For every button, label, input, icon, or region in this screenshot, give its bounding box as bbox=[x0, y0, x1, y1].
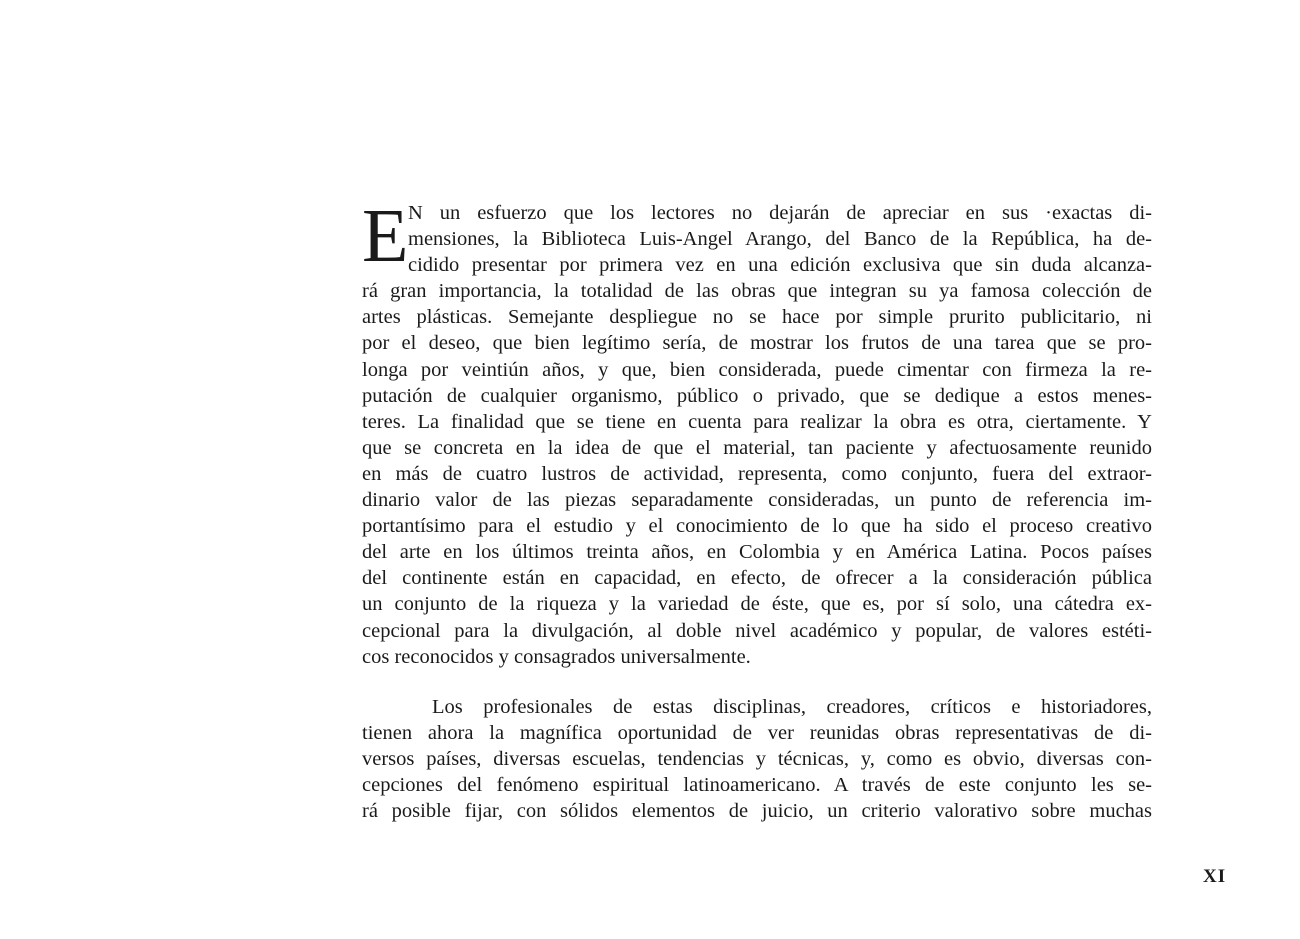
text-line: longa por veintiún años, y que, bien considerada, puede cimentar con firmeza la re- bbox=[362, 358, 1152, 381]
text-line: cepciones del fenómeno espiritual latinoamericano. A través de este conjunto les se- bbox=[362, 773, 1152, 796]
text-line: Los profesionales de estas disciplinas, creadores, críticos e historiadores, bbox=[432, 695, 1152, 718]
text-line: artes plásticas. Semejante despliegue no se hace por simple prurito publicitario, ni bbox=[362, 306, 1152, 329]
text-line: un conjunto de la riqueza y la variedad de éste, que es, por sí solo, una cátedra ex- bbox=[362, 593, 1152, 616]
text-line: cidido presentar por primera vez en una edición exclusiva que sin duda alcanza- bbox=[408, 254, 1152, 277]
page-number: XI bbox=[1203, 866, 1227, 887]
text-line: teres. La finalidad que se tiene en cuenta para realizar la obra es otra, ciertamente. Y bbox=[362, 410, 1152, 433]
text-line: putación de cualquier organismo, público o privado, que se dedique a estos menes- bbox=[362, 384, 1152, 407]
text-line: cos reconocidos y consagrados universalmente. bbox=[362, 645, 751, 668]
text-line: rá gran importancia, la totalidad de las obras que integran su ya famosa colección de bbox=[362, 280, 1152, 303]
text-line: en más de cuatro lustros de actividad, representa, como conjunto, fuera del extraor- bbox=[362, 462, 1152, 485]
drop-cap: E bbox=[362, 194, 409, 278]
text-line: del arte en los últimos treinta años, en Colombia y en América Latina. Pocos países bbox=[362, 541, 1152, 564]
text-line: cepcional para la divulgación, al doble nivel académico y popular, de valores estéti- bbox=[362, 619, 1152, 642]
text-line: rá posible fijar, con sólidos elementos de juicio, un criterio valorativo sobre muchas bbox=[362, 800, 1152, 823]
text-line: mensiones, la Biblioteca Luis-Angel Arango, del Banco de la República, ha de- bbox=[408, 228, 1152, 251]
text-line: N un esfuerzo que los lectores no dejarán de apreciar en sus ·exactas di- bbox=[408, 202, 1152, 224]
text-line: del continente están en capacidad, en efecto, de ofrecer a la consideración pública bbox=[362, 567, 1152, 590]
text-line: dinario valor de las piezas separadamente consideradas, un punto de referencia im- bbox=[362, 489, 1152, 512]
paragraph-1 bbox=[362, 194, 1152, 670]
text-line: portantísimo para el estudio y el conocimiento de lo que ha sido el proceso creativo bbox=[362, 515, 1152, 538]
paragraph-2 bbox=[362, 694, 1152, 824]
body-text bbox=[362, 194, 1152, 824]
text-line: tienen ahora la magnífica oportunidad de ver reunidas obras representativas de di- bbox=[362, 721, 1152, 744]
text-line: que se concreta en la idea de que el material, tan paciente y afectuosamente reunido bbox=[362, 436, 1152, 459]
text-line: por el deseo, que bien legítimo sería, de mostrar los frutos de una tarea que se pro- bbox=[362, 332, 1152, 355]
text-line: versos países, diversas escuelas, tendencias y técnicas, y, como es obvio, diversas con- bbox=[362, 747, 1152, 770]
